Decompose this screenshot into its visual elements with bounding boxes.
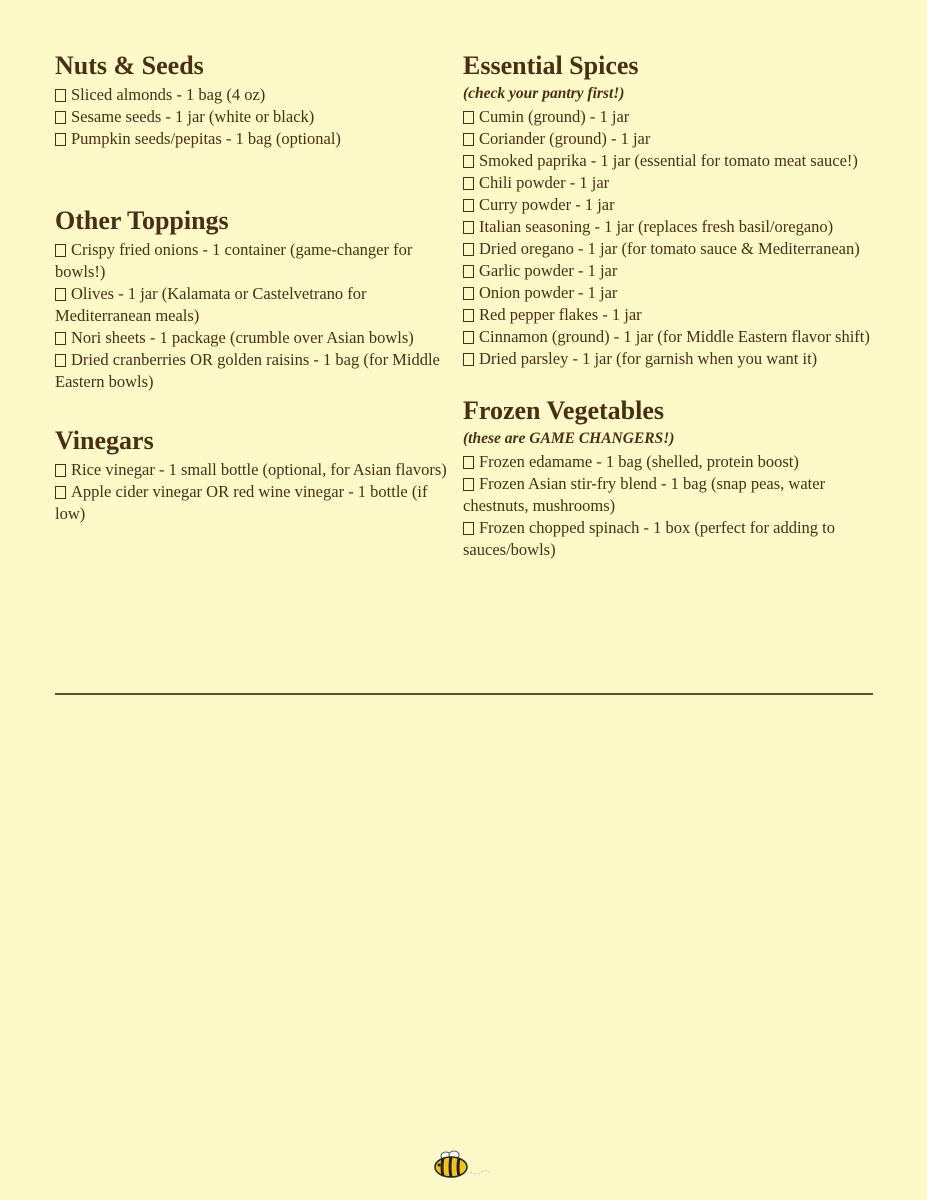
list-item bbox=[463, 282, 875, 304]
section-note: (these are GAME CHANGERS!) bbox=[463, 430, 675, 447]
checkbox[interactable] bbox=[55, 133, 66, 146]
list-item bbox=[463, 150, 875, 172]
checkbox[interactable] bbox=[55, 332, 66, 345]
section-title: Nuts & Seeds bbox=[55, 51, 204, 80]
checkbox[interactable] bbox=[55, 111, 66, 124]
item-text: Dried cranberries OR golden raisins - 1 bag (for Middle Eastern bowls) bbox=[55, 350, 440, 391]
checkbox[interactable] bbox=[463, 243, 474, 256]
list-item bbox=[55, 327, 447, 349]
checkbox[interactable] bbox=[463, 221, 474, 234]
section-title: Other Toppings bbox=[55, 206, 229, 235]
list-item bbox=[463, 260, 875, 282]
item-text: Chili powder - 1 jar bbox=[479, 173, 610, 192]
checkbox[interactable] bbox=[55, 288, 66, 301]
item-text: Frozen Asian stir-fry blend - 1 bag (snap peas, water chestnuts, mushrooms) bbox=[463, 474, 826, 515]
list-item bbox=[463, 238, 875, 260]
item-text: Apple cider vinegar OR red wine vinegar - 1 bottle (if low) bbox=[55, 482, 428, 523]
list-item bbox=[55, 128, 447, 150]
frozen-vegetables-section bbox=[463, 395, 875, 561]
item-text: Olives - 1 jar (Kalamata or Castelvetrano for Mediterranean meals) bbox=[55, 284, 367, 325]
checkbox[interactable] bbox=[463, 265, 474, 278]
item-text: Garlic powder - 1 jar bbox=[479, 261, 618, 280]
essential-spices-section bbox=[463, 50, 875, 370]
other-toppings-section bbox=[55, 205, 447, 393]
item-text: Sesame seeds - 1 jar (white or black) bbox=[71, 107, 315, 126]
list-item bbox=[463, 106, 875, 128]
checkbox[interactable] bbox=[463, 111, 474, 124]
section-note: (check your pantry first!) bbox=[463, 85, 625, 102]
list-item bbox=[463, 128, 875, 150]
item-text: Onion powder - 1 jar bbox=[479, 283, 618, 302]
list-item bbox=[55, 239, 447, 283]
item-text: Frozen edamame - 1 bag (shelled, protein boost) bbox=[479, 452, 799, 471]
item-text: Curry powder - 1 jar bbox=[479, 195, 615, 214]
checkbox[interactable] bbox=[55, 354, 66, 367]
list-item bbox=[463, 216, 875, 238]
item-text: Cumin (ground) - 1 jar bbox=[479, 107, 630, 126]
checkbox[interactable] bbox=[55, 464, 66, 477]
list-item bbox=[463, 172, 875, 194]
list-item bbox=[55, 459, 447, 481]
item-text: Crispy fried onions - 1 container (game-changer for bowls!) bbox=[55, 240, 413, 281]
right-column bbox=[463, 50, 875, 561]
checkbox[interactable] bbox=[463, 522, 474, 535]
checkbox[interactable] bbox=[463, 456, 474, 469]
checkbox[interactable] bbox=[55, 89, 66, 102]
checkbox[interactable] bbox=[55, 244, 66, 257]
section-title: Frozen Vegetables bbox=[463, 396, 664, 425]
checkbox[interactable] bbox=[463, 155, 474, 168]
list-item bbox=[55, 481, 447, 525]
checkbox[interactable] bbox=[463, 287, 474, 300]
item-text: Sliced almonds - 1 bag (4 oz) bbox=[71, 85, 266, 104]
checkbox[interactable] bbox=[463, 177, 474, 190]
item-text: Rice vinegar - 1 small bottle (optional, for Asian flavors) bbox=[71, 460, 447, 479]
checkbox[interactable] bbox=[463, 478, 474, 491]
item-text: Red pepper flakes - 1 jar bbox=[479, 305, 642, 324]
checkbox[interactable] bbox=[463, 199, 474, 212]
list-item bbox=[463, 473, 875, 517]
item-text: Frozen chopped spinach - 1 box (perfect for adding to sauces/bowls) bbox=[463, 518, 836, 559]
checkbox[interactable] bbox=[463, 133, 474, 146]
list-item bbox=[55, 84, 447, 106]
item-text: Coriander (ground) - 1 jar bbox=[479, 129, 651, 148]
item-text: Dried oregano - 1 jar (for tomato sauce & Mediterranean) bbox=[479, 239, 860, 258]
section-divider bbox=[55, 693, 873, 695]
list-item bbox=[55, 106, 447, 128]
vinegars-section bbox=[55, 425, 447, 525]
list-item bbox=[55, 283, 447, 327]
checkbox[interactable] bbox=[55, 486, 66, 499]
left-column bbox=[55, 50, 447, 525]
item-text: Dried parsley - 1 jar (for garnish when you want it) bbox=[479, 349, 818, 368]
checkbox[interactable] bbox=[463, 331, 474, 344]
item-text: Nori sheets - 1 package (crumble over Asian bowls) bbox=[71, 328, 414, 347]
list-item bbox=[463, 348, 875, 370]
list-item bbox=[463, 326, 875, 348]
list-item bbox=[55, 349, 447, 393]
bee-icon bbox=[432, 1150, 496, 1184]
section-title: Vinegars bbox=[55, 426, 154, 455]
item-text: Cinnamon (ground) - 1 jar (for Middle Eastern flavor shift) bbox=[479, 327, 870, 346]
list-item bbox=[463, 451, 875, 473]
checkbox[interactable] bbox=[463, 309, 474, 322]
section-title: Essential Spices bbox=[463, 51, 639, 80]
item-text: Smoked paprika - 1 jar (essential for tomato meat sauce!) bbox=[479, 151, 858, 170]
list-item bbox=[463, 304, 875, 326]
item-text: Pumpkin seeds/pepitas - 1 bag (optional) bbox=[71, 129, 341, 148]
list-item bbox=[463, 517, 875, 561]
list-item bbox=[463, 194, 875, 216]
nuts-seeds-section bbox=[55, 50, 447, 150]
item-text: Italian seasoning - 1 jar (replaces fresh basil/oregano) bbox=[479, 217, 834, 236]
checkbox[interactable] bbox=[463, 353, 474, 366]
